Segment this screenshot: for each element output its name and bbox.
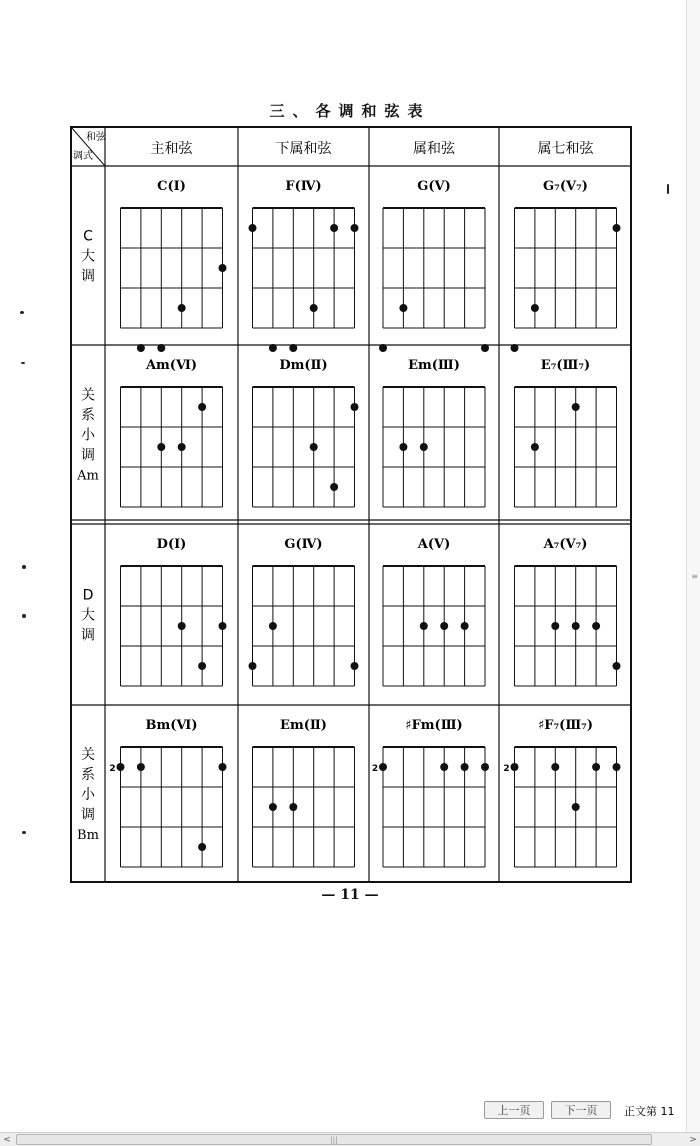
page-status: 正文第 11 bbox=[624, 1105, 675, 1118]
chord-finger-dot bbox=[198, 403, 206, 411]
table-frame bbox=[71, 127, 631, 882]
scan-speck bbox=[22, 565, 26, 569]
scrollbar-thumb[interactable] bbox=[16, 1134, 652, 1145]
chord-table-graphic bbox=[70, 126, 632, 883]
row-header-char: 调 bbox=[81, 627, 95, 644]
chord-finger-dot bbox=[511, 763, 519, 771]
chord-finger-dot bbox=[289, 344, 297, 352]
chord-name: D(Ⅰ) bbox=[156, 537, 187, 552]
page-title: 三、各调和弦表 bbox=[269, 102, 431, 120]
chord-finger-dot bbox=[572, 403, 580, 411]
chord-finger-dot bbox=[572, 803, 580, 811]
scan-speck bbox=[667, 184, 669, 194]
chord-finger-dot bbox=[420, 622, 428, 630]
chord-finger-dot bbox=[592, 622, 600, 630]
chord-finger-dot bbox=[399, 304, 407, 312]
row-header-char: 大 bbox=[81, 607, 95, 624]
chord-finger-dot bbox=[613, 763, 621, 771]
chord-finger-dot bbox=[117, 763, 125, 771]
chord-name: Em(Ⅲ) bbox=[408, 358, 460, 373]
chord-finger-dot bbox=[249, 224, 257, 232]
chord-finger-dot bbox=[249, 662, 257, 670]
scroll-right-icon[interactable]: > bbox=[689, 1134, 697, 1145]
chord-finger-dot bbox=[531, 304, 539, 312]
chord-finger-dot bbox=[310, 443, 318, 451]
column-header: 属七和弦 bbox=[537, 141, 594, 157]
chord-name: G(Ⅴ) bbox=[417, 179, 451, 194]
row-header-char: 小 bbox=[81, 787, 95, 803]
chord-name: Bm(Ⅵ) bbox=[145, 718, 198, 733]
chord-fret-label: 2 bbox=[503, 764, 510, 774]
chord-name: C(Ⅰ) bbox=[157, 179, 186, 194]
column-header: 下属和弦 bbox=[275, 141, 332, 157]
row-header-char: 关 bbox=[81, 387, 95, 404]
corner-header-bottom: 调式 bbox=[73, 151, 93, 162]
horizontal-scrollbar[interactable] bbox=[0, 1132, 700, 1146]
chord-finger-dot bbox=[481, 763, 489, 771]
chord-finger-dot bbox=[379, 344, 387, 352]
chord-finger-dot bbox=[351, 403, 359, 411]
row-header-char: 调 bbox=[81, 268, 95, 285]
chord-finger-dot bbox=[551, 763, 559, 771]
chord-finger-dot bbox=[198, 662, 206, 670]
chord-name: ♯Fm(Ⅲ) bbox=[405, 718, 463, 733]
chord-finger-dot bbox=[219, 622, 227, 630]
chord-table bbox=[70, 126, 632, 883]
chord-name: F(Ⅳ) bbox=[285, 179, 322, 194]
scan-speck bbox=[22, 614, 26, 618]
chord-finger-dot bbox=[219, 264, 227, 272]
chord-finger-dot bbox=[269, 622, 277, 630]
chord-finger-dot bbox=[269, 803, 277, 811]
chord-finger-dot bbox=[440, 622, 448, 630]
chord-finger-dot bbox=[157, 344, 165, 352]
chord-finger-dot bbox=[481, 344, 489, 352]
chord-finger-dot bbox=[178, 304, 186, 312]
scroll-left-icon[interactable]: < bbox=[3, 1134, 11, 1145]
scrollbar-grip-icon: ||| bbox=[330, 1135, 338, 1144]
chord-finger-dot bbox=[379, 763, 387, 771]
row-header-char: 小 bbox=[81, 427, 95, 444]
chord-name: A₇(Ⅴ₇) bbox=[543, 537, 588, 552]
chord-finger-dot bbox=[420, 443, 428, 451]
row-header-char: 调 bbox=[81, 807, 95, 823]
chord-finger-dot bbox=[178, 622, 186, 630]
chord-finger-dot bbox=[351, 224, 359, 232]
chord-finger-dot bbox=[198, 843, 206, 851]
chord-finger-dot bbox=[289, 803, 297, 811]
chord-name: ♯F₇(Ⅲ₇) bbox=[537, 718, 594, 733]
chord-finger-dot bbox=[613, 662, 621, 670]
row-header-char: 关 bbox=[81, 747, 95, 763]
chord-finger-dot bbox=[399, 443, 407, 451]
row-header-sub: Bm bbox=[77, 828, 99, 843]
column-header: 主和弦 bbox=[150, 141, 193, 157]
row-header-char: 系 bbox=[81, 407, 95, 424]
chord-finger-dot bbox=[310, 304, 318, 312]
chord-finger-dot bbox=[551, 622, 559, 630]
chord-finger-dot bbox=[178, 443, 186, 451]
scan-speck bbox=[22, 831, 26, 834]
chord-name: Am(Ⅵ) bbox=[145, 358, 198, 373]
row-header-char: 系 bbox=[81, 767, 95, 783]
chord-finger-dot bbox=[511, 344, 519, 352]
chord-finger-dot bbox=[137, 763, 145, 771]
chord-finger-dot bbox=[269, 344, 277, 352]
row-header-char: 大 bbox=[81, 248, 95, 265]
column-header: 属和弦 bbox=[413, 141, 455, 157]
chord-name: Em(Ⅱ) bbox=[280, 718, 327, 733]
chord-finger-dot bbox=[219, 763, 227, 771]
vertical-scrollbar[interactable] bbox=[686, 0, 700, 1132]
chord-finger-dot bbox=[351, 662, 359, 670]
chord-finger-dot bbox=[461, 622, 469, 630]
scan-speck bbox=[21, 362, 25, 364]
chord-fret-label: 2 bbox=[109, 764, 116, 774]
chord-finger-dot bbox=[572, 622, 580, 630]
chord-name: A(Ⅴ) bbox=[417, 537, 451, 552]
chord-name: G₇(Ⅴ₇) bbox=[543, 179, 588, 194]
row-header-char: D bbox=[82, 587, 94, 604]
scan-speck bbox=[20, 311, 24, 314]
prev-page-button[interactable]: 上一页 bbox=[484, 1101, 544, 1119]
chord-name: E₇(Ⅲ₇) bbox=[540, 358, 591, 373]
chord-finger-dot bbox=[157, 443, 165, 451]
chord-finger-dot bbox=[592, 763, 600, 771]
chord-finger-dot bbox=[137, 344, 145, 352]
chord-name: Dm(Ⅱ) bbox=[279, 358, 328, 373]
row-header-sub: Am bbox=[77, 468, 99, 484]
corner-header-top: 和弦 bbox=[86, 132, 106, 143]
chord-finger-dot bbox=[330, 483, 338, 491]
chord-finger-dot bbox=[330, 224, 338, 232]
chord-fret-label: 2 bbox=[371, 764, 379, 774]
next-page-button[interactable]: 下一页 bbox=[551, 1101, 611, 1119]
chord-finger-dot bbox=[461, 763, 469, 771]
chord-finger-dot bbox=[440, 763, 448, 771]
chord-finger-dot bbox=[531, 443, 539, 451]
chord-finger-dot bbox=[613, 224, 621, 232]
row-header-char: 调 bbox=[81, 447, 95, 464]
page-number: — 11 — bbox=[321, 887, 379, 903]
chord-name: G(Ⅳ) bbox=[284, 537, 323, 552]
row-header-char: C bbox=[83, 228, 93, 245]
scrollbar-grip-icon: ≡ bbox=[691, 572, 698, 581]
